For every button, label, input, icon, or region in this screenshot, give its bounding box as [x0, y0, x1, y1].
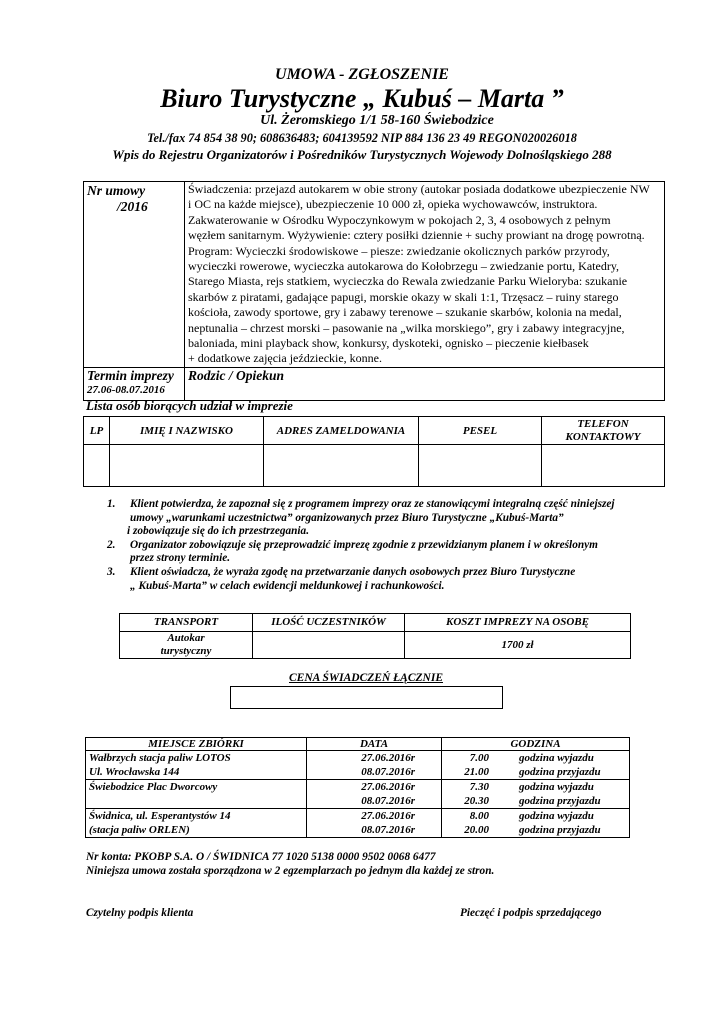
transport-type [120, 632, 253, 659]
place: (stacja paliw ORLEN) [89, 824, 190, 836]
description-line: skarbów z piratami, gadające papugi, morskie okazy w skali 1:1, Trzęsacz – ruiny starego [188, 289, 619, 304]
time-note: godzina wyjazdu [519, 752, 594, 764]
cost-per-person: 1700 zł [405, 632, 631, 659]
document-title: UMOWA - ZGŁOSZENIE [275, 66, 449, 83]
cell-lp[interactable] [84, 445, 110, 487]
term-label: Termin imprezy [87, 367, 174, 383]
clause-line: Klient oświadcza, że wyraża zgodę na przetwarzanie danych osobowych przez Biuro Turystyczne [130, 566, 576, 578]
column-header-address: ADRES ZAMELDOWANIA [264, 417, 419, 445]
table-row [86, 751, 630, 780]
date: 08.07.2016r [361, 824, 415, 836]
clauses-list [107, 498, 667, 598]
participants-table [83, 416, 665, 487]
description-line: węzłem sanitarnym. Wyżywienie: cztery posiłki dziennie + suchy prowiant na drogę powrotną. [188, 228, 645, 243]
cell-pesel[interactable] [419, 445, 542, 487]
time: 7.00 [469, 752, 489, 764]
clause-line: Klient potwierdza, że zapoznał się z programem imprezy oraz ze stanowiącymi integralną część niniejszej [130, 498, 615, 510]
column-header-phone: TELEFON KONTAKTOWY [542, 417, 665, 445]
transport-table [119, 613, 631, 659]
column-header-name: IMIĘ I NAZWISKO [110, 417, 264, 445]
contract-number-cell [84, 182, 185, 368]
description-line: Świadczenia: przejazd autokarem w obie strony (autokar posiada dodatkowe ubezpieczenie NW [188, 182, 650, 196]
description-line: Zakwaterowanie w Ośrodku Wypoczynkowym w pokojach 2, 3, 4 osobowych z pełnym [188, 212, 611, 227]
cell-name[interactable] [110, 445, 264, 487]
contract-number-label: Nr umowy [87, 183, 146, 198]
clause-line: przez strony terminie. [130, 552, 231, 565]
description-line: wycieczki rowerowe, wycieczka autokarowa do Kołobrzegu – zwiedzanie portu, Katedry, [188, 259, 620, 274]
seller-signature-label: Pieczęć i podpis sprzedającego [460, 907, 602, 919]
column-header-cost: KOSZT IMPREZY NA OSOBĘ [405, 614, 631, 632]
table-row [86, 809, 630, 838]
time: 20.30 [464, 795, 489, 807]
company-name: Biuro Turystyczne „ Kubuś – Marta ” [160, 84, 564, 113]
place: Świebodzice Plac Dworcowy [89, 781, 218, 793]
time-note: godzina wyjazdu [519, 810, 594, 822]
date: 27.06.2016r [361, 781, 415, 793]
column-header-place: MIEJSCE ZBIÓRKI [86, 738, 307, 751]
place: Ul. Wrocławska 144 [89, 766, 180, 778]
cell-address[interactable] [264, 445, 419, 487]
time-note: godzina wyjazdu [519, 781, 594, 793]
column-header-pesel: PESEL [419, 417, 542, 445]
column-header-transport: TRANSPORT [120, 614, 253, 632]
table-row [84, 445, 665, 487]
date: 08.07.2016r [361, 766, 415, 778]
clause-number: 3. [107, 566, 116, 578]
description-line: baloniada, mini playback show, konkursy, dyskoteki, ognisko – pieczenie kiełbasek [188, 336, 589, 351]
total-field[interactable] [230, 686, 503, 709]
company-registry: Wpis do Rejestru Organizatorów i Pośredników Turystycznych Wojewody Dolnośląskiego 288 [112, 147, 612, 162]
time-note: godzina przyjazdu [519, 824, 601, 836]
meeting-table [85, 737, 630, 838]
place [89, 794, 303, 808]
clause-line: umowy „warunkami uczestnictwa” organizowanych przez Biuro Turystyczne „Kubuś-Marta” [130, 511, 564, 524]
column-header-participants-count: ILOŚĆ UCZESTNIKÓW [253, 614, 405, 632]
bank-account: Nr konta: PKOBP S.A. O / ŚWIDNICA 77 1020 5138 0000 9502 0068 6477 [86, 851, 436, 863]
table-row [86, 780, 630, 809]
description-line: Starego Miasta, rejs statkiem, wycieczka do Rewala zwiedzanie Parku Wieloryba: szukanie [188, 274, 628, 289]
column-header-time: GODZINA [442, 738, 630, 751]
contract-table [83, 181, 665, 401]
time-note: godzina przyjazdu [519, 766, 601, 778]
total-label: CENA ŚWIADCZEŃ ŁĄCZNIE [288, 672, 443, 684]
column-header-lp: LP [84, 417, 110, 445]
clause-line: „ Kubuś-Marta” w celach ewidencji meldunkowej i rachunkowości. [130, 579, 445, 592]
place: Świdnica, ul. Esperantystów 14 [89, 810, 231, 822]
time: 7.30 [469, 781, 489, 793]
participants-title: Lista osób biorących udział w imprezie [86, 398, 293, 413]
contract-number-year: /2016 [117, 199, 148, 214]
cell-phone[interactable] [542, 445, 665, 487]
clause-line: i zobowiązuje się do ich przestrzegania. [127, 525, 310, 538]
time: 20.00 [464, 824, 489, 836]
time-note: godzina przyjazdu [519, 795, 601, 807]
company-contact: Tel./fax 74 854 38 90; 608636483; 604139592 NIP 884 136 23 49 REGON020026018 [147, 131, 577, 145]
client-signature-label: Czytelny podpis klienta [86, 907, 194, 919]
description-line: kościoła, zawody sportowe, gry i zabawy terenowe – szukanie skarbów, kolonia na medal, [188, 305, 622, 320]
guardian-label[interactable]: Rodzic / Opiekun [188, 367, 285, 383]
clause-number: 2. [107, 538, 116, 551]
clause-line: Organizator zobowiązuje się przeprowadzić imprezę zgodnie z przewidzianym planem i w określonym [130, 538, 598, 551]
transport-line: turystyczny [160, 645, 212, 657]
transport-line: Autokar [167, 632, 205, 644]
clause-number: 1. [107, 498, 116, 510]
column-header-date: DATA [307, 738, 442, 751]
date: 08.07.2016r [361, 795, 415, 807]
place: Wałbrzych stacja paliw LOTOS [89, 752, 231, 764]
date: 27.06.2016r [361, 810, 415, 822]
description-line: Program: Wycieczki środowiskowe – piesze: zwiedzanie okolicznych parków przyrody, [188, 243, 610, 258]
contract-description [185, 182, 665, 368]
term-dates: 27.06-08.07.2016 [87, 383, 165, 396]
time: 21.00 [464, 766, 489, 778]
company-address: Ul. Żeromskiego 1/1 58-160 Świebodzice [260, 113, 494, 128]
description-line: i OC na każde miejsce), ubezpieczenie 10 000 zł, opieka wychowawców, instruktora. [188, 197, 598, 212]
description-line: + dodatkowe zajęcia jeździeckie, konne. [188, 351, 383, 366]
description-line: neptunalia – chrzest morski – pasowanie na „wilka morskiego”, gry i zabawy integracyjne, [188, 320, 625, 335]
copies-note: Niniejsza umowa została sporządzona w 2 egzemplarzach po jednym dla każdej ze stron. [86, 865, 495, 877]
time: 8.00 [469, 810, 489, 822]
participants-count[interactable] [253, 632, 405, 659]
date: 27.06.2016r [361, 752, 415, 764]
